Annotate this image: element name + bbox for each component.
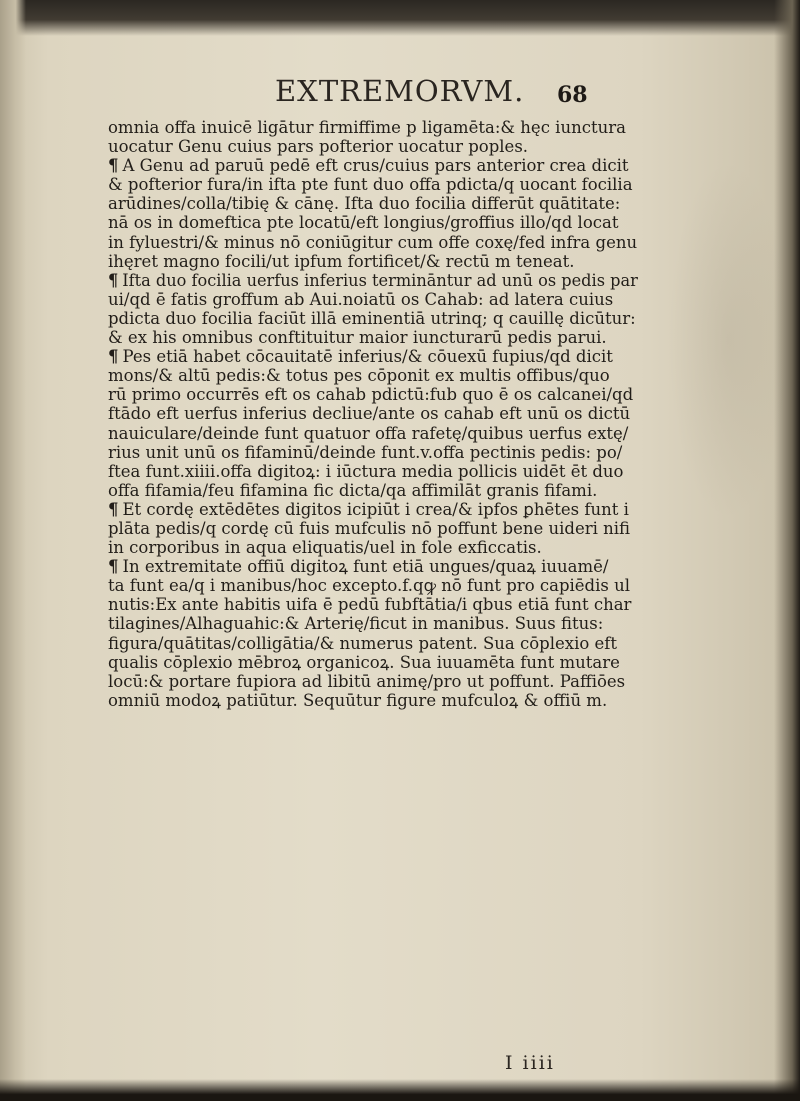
text-line xyxy=(108,194,638,213)
line-text: omnia offa inuicē ligātur firmiffime p ligamēta:& hęc iunctura xyxy=(108,118,626,137)
text-line xyxy=(108,309,638,328)
line-text: offa fifamia/feu fifamina fic dicta/qa affimilāt granis fifami. xyxy=(108,480,598,500)
show-through-stain xyxy=(668,160,788,520)
line-text: rū primo occurrēs eft os cahab pdictū:fub quo ē os calcanei/qd xyxy=(108,385,634,405)
text-line xyxy=(108,233,638,252)
text-line xyxy=(108,614,638,633)
line-text: pdicta duo focilia faciūt illā eminentiā utrinq; q cauillę dicūtur: xyxy=(108,308,636,328)
text-line xyxy=(108,385,638,404)
text-line xyxy=(108,290,638,309)
folio-number: 68 xyxy=(557,82,588,108)
body-text xyxy=(108,118,638,710)
line-text: ftādo eft uerfus inferius decliue/ante os cahab eft unū os dictū xyxy=(108,404,631,424)
text-line xyxy=(108,213,638,232)
line-text: ftea funt.xiiii.offa digitoꝝ: i iūctura media pollicis uidēt ēt duo xyxy=(108,461,624,481)
line-text: nā os in domeftica pte locatū/eft longius/groffius illo/qd locat xyxy=(108,213,619,233)
line-text: locū:& portare fupiora ad libitū animę/pro ut poffunt. Paffiōes xyxy=(108,671,626,691)
running-title: EXTREMORVM. xyxy=(275,74,525,108)
line-text: mons/& altū pedis:& totus pes cōponit ex multis offibus/quo xyxy=(108,366,610,386)
page-bottom-shadow xyxy=(0,1079,800,1101)
text-line xyxy=(108,404,638,423)
line-text: A Genu ad paruū pedē eft crus/cuius pars anterior crea dicit xyxy=(122,156,629,176)
page-gutter xyxy=(0,0,26,1101)
text-line xyxy=(108,653,638,672)
text-line xyxy=(108,500,638,519)
text-line xyxy=(108,175,638,194)
line-text: in fyluestri/& minus nō coniūgitur cum offe coxę/fed infra genu xyxy=(108,232,638,252)
line-text: tilagines/Alhaguahic:& Arterię/ficut in manibus. Suus fitus: xyxy=(108,614,604,634)
paragraph-mark: ¶ xyxy=(108,347,119,367)
text-line xyxy=(108,576,638,595)
line-text: omniū modoꝝ patiūtur. Sequūtur figure mufculoꝝ & offiū m. xyxy=(108,690,608,710)
paragraph-mark: ¶ xyxy=(108,270,119,290)
line-text: figura/quātitas/colligātia/& numerus patent. Sua cōplexio eft xyxy=(108,633,618,653)
line-text: uocatur Genu cuius pars pofterior uocatur poples. xyxy=(108,137,529,157)
text-line xyxy=(108,156,638,175)
line-text: plāta pedis/q cordę cū fuis mufculis nō poffunt bene uideri nifi xyxy=(108,518,631,538)
page-header xyxy=(0,74,800,114)
text-line xyxy=(108,443,638,462)
line-text: In extremitate offiū digitoꝝ funt etiā ungues/quaꝝ iuuamē/ xyxy=(122,557,609,577)
text-line xyxy=(108,424,638,443)
signature-mark: I iiii xyxy=(505,1052,555,1074)
text-line xyxy=(108,347,638,366)
line-text: rius unit unū os fifaminū/deinde funt.v.offa pectinis pedis: po/ xyxy=(108,442,623,462)
text-line xyxy=(108,118,638,137)
text-line xyxy=(108,519,638,538)
text-line xyxy=(108,595,638,614)
line-text: & pofterior fura/in ifta pte funt duo offa pdicta/q uocant focilia xyxy=(108,175,633,195)
page-top-shadow xyxy=(0,0,800,36)
line-text: ta funt ea/q i manibus/hoc excepto.f.qꝙ nō funt pro capiēdis ul xyxy=(108,576,631,596)
text-line xyxy=(108,691,638,710)
text-line xyxy=(108,538,638,557)
text-line xyxy=(108,481,638,500)
text-line xyxy=(108,634,638,653)
line-text: Ifta duo focilia uerfus inferius termināntur ad unū os pedis par xyxy=(122,270,638,290)
line-text: in corporibus in aqua eliquatis/uel in fole exficcatis. xyxy=(108,538,542,558)
line-text: Et cordę extēdētes digitos icipiūt i crea/& ipfos ꝑhētes funt i xyxy=(122,499,629,519)
paragraph-mark: ¶ xyxy=(108,156,119,176)
text-line xyxy=(108,672,638,691)
text-line xyxy=(108,252,638,271)
text-line xyxy=(108,328,638,347)
text-line xyxy=(108,366,638,385)
line-text: arūdines/colla/tibię & cānę. Ifta duo focilia differūt quātitate: xyxy=(108,194,621,214)
line-text: qualis cōplexio mēbroꝝ organicoꝝ. Sua iuuamēta funt mutare xyxy=(108,652,620,672)
line-text: ui/qd ē fatis groffum ab Aui.noiatū os Cahab: ad latera cuius xyxy=(108,289,614,309)
text-line xyxy=(108,270,638,290)
paragraph-mark: ¶ xyxy=(108,499,119,519)
paragraph-mark: ¶ xyxy=(108,557,119,577)
text-line xyxy=(108,557,638,576)
text-line xyxy=(108,137,638,156)
line-text: & ex his omnibus conftituitur maior iuncturarū pedis parui. xyxy=(108,328,607,348)
line-text: nutis:Ex ante habitis uifa ē pedū fubftātia/i qbus etiā funt char xyxy=(108,595,632,615)
line-text: Pes etiā habet cōcauitatē inferius/& cōuexū fupius/qd dicit xyxy=(122,347,613,367)
text-line xyxy=(108,462,638,481)
line-text: nauiculare/deinde funt quatuor offa rafetę/quibus uerfus extę/ xyxy=(108,423,629,443)
line-text: ihęret magno focili/ut ipfum fortificet/& rectū m teneat. xyxy=(108,251,575,271)
